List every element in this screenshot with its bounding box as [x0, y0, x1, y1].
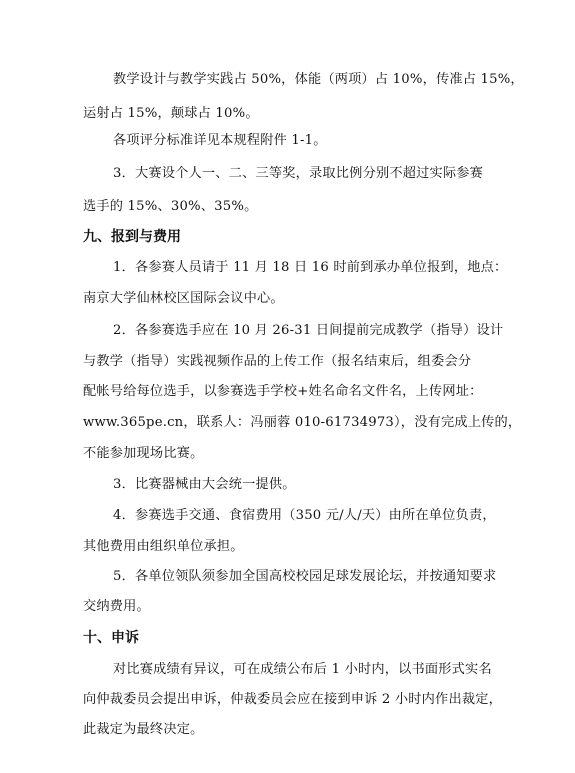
paragraph-line: 交纳费用。 [83, 599, 150, 614]
paragraph-line: 各项评分标准详见本规程附件 1-1。 [113, 133, 327, 148]
paragraph-line: 选手的 15%、30%、35%。 [83, 199, 258, 214]
paragraph-line: 不能参加现场比赛。 [83, 446, 204, 461]
paragraph-line: 其他费用由组织单位承担。 [83, 539, 244, 554]
paragraph-line: 向仲裁委员会提出申诉，仲裁委员会应在接到申诉 2 小时内作出裁定， [83, 692, 502, 707]
paragraph-line: 对比赛成绩有异议，可在成绩公布后 1 小时内，以书面形式实名 [113, 662, 492, 677]
paragraph-line: 此裁定为最终决定。 [83, 722, 204, 737]
paragraph-line: 4．参赛选手交通、食宿费用（350 元/人/天）由所在单位负责， [113, 508, 496, 523]
paragraph-line: 教学设计与教学实践占 50%，体能（两项）占 10%，传准占 15%， [113, 72, 524, 87]
paragraph-line: 2．各参赛选手应在 10 月 26-31 日间提前完成教学（指导）设计 [113, 323, 504, 338]
paragraph-line: 配帐号给每位选手，以参赛选手学校+姓名命名文件名，上传网址： [83, 384, 483, 399]
section-heading-appeal: 十、申诉 [83, 630, 139, 646]
section-heading-registration-fees: 九、报到与费用 [83, 229, 181, 245]
paragraph-line: 1．各参赛人员请于 11 月 18 日 16 时前到承办单位报到，地点： [113, 260, 508, 275]
paragraph-line: 3．比赛器械由大会统一提供。 [113, 477, 296, 492]
paragraph-line: 与教学（指导）实践视频作品的上传工作（报名结束后，组委会分 [83, 354, 472, 369]
paragraph-line: 运射占 15%，颠球占 10%。 [83, 106, 259, 121]
paragraph-line: 3．大赛设个人一、二、三等奖，录取比例分别不超过实际参赛 [113, 166, 484, 181]
paragraph-line: 5．各单位领队须参加全国高校校园足球发展论坛，并按通知要求 [113, 569, 497, 584]
paragraph-line: www.365pe.cn，联系人：冯丽蓉 010-61734973），没有完成上传的， [83, 415, 522, 430]
paragraph-line: 南京大学仙林校区国际会议中心。 [83, 291, 284, 306]
